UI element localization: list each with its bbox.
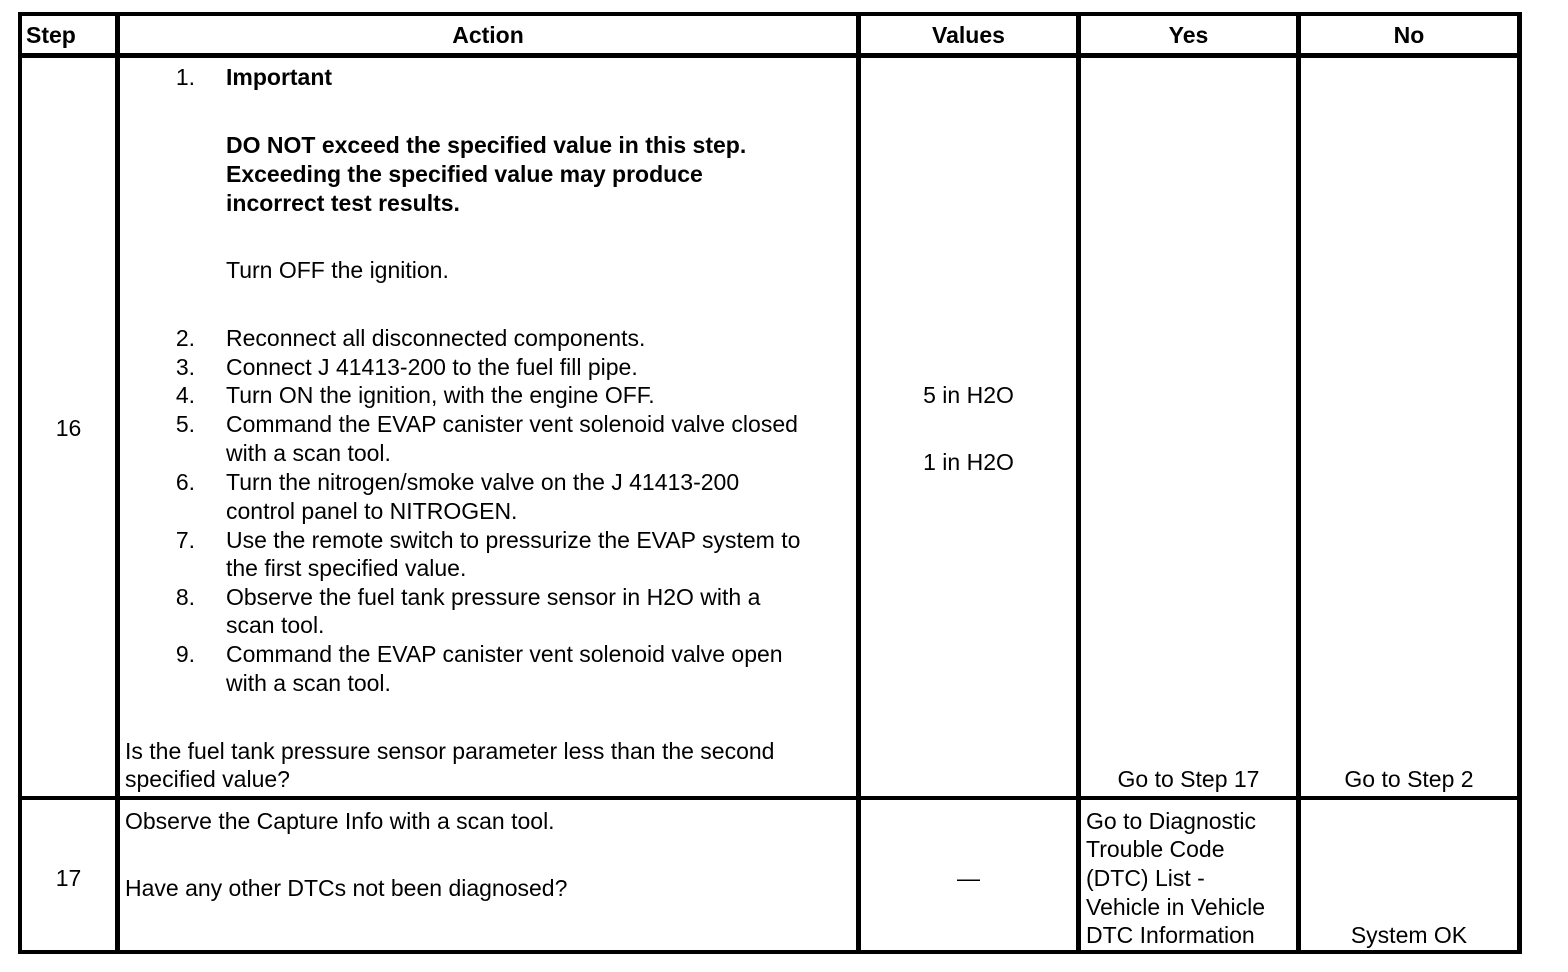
list-item-number: 9.	[175, 641, 195, 667]
no-result: System OK	[1350, 922, 1468, 948]
no-result: Go to Step 2	[1344, 766, 1474, 792]
yes-result-line: Trouble Code	[1086, 836, 1225, 862]
list-item-text: control panel to NITROGEN.	[226, 498, 518, 524]
list-item-text: Command the EVAP canister vent solenoid valve closed	[226, 411, 798, 437]
list-item-text: with a scan tool.	[226, 440, 391, 466]
warning-line: incorrect test results.	[226, 190, 460, 216]
header-no: No	[1393, 21, 1425, 48]
header-action: Action	[452, 21, 524, 48]
yes-result-line: Vehicle in Vehicle	[1086, 894, 1266, 920]
list-item-number: 6.	[175, 469, 195, 495]
yes-result: Go to Step 17	[1117, 766, 1260, 792]
warning-line: DO NOT exceed the specified value in this step.	[226, 132, 747, 158]
list-item-text: Command the EVAP canister vent solenoid valve open	[226, 641, 783, 667]
col-divider-values	[1076, 12, 1081, 954]
list-item-number: 4.	[175, 382, 195, 408]
important-label: Important	[226, 64, 333, 90]
list-item-text: Use the remote switch to pressurize the EVAP system to	[226, 527, 801, 553]
col-divider-yes	[1296, 12, 1301, 954]
list-item-number: 3.	[175, 354, 195, 380]
list-item-text: Connect J 41413-200 to the fuel fill pipe.	[226, 354, 638, 380]
yes-result-line: Go to Diagnostic	[1086, 808, 1257, 834]
list-item-number: 8.	[175, 584, 195, 610]
question-text: Have any other DTCs not been diagnosed?	[125, 875, 568, 901]
list-item-number: 2.	[175, 325, 195, 351]
table-right-border	[1517, 12, 1522, 954]
header-step: Step	[26, 21, 76, 48]
list-item-text: Turn OFF the ignition.	[226, 257, 449, 283]
warning-line: Exceeding the specified value may produce	[226, 161, 703, 187]
list-item-text: Reconnect all disconnected components.	[226, 325, 646, 351]
step-number: 17	[55, 865, 82, 891]
list-item-text: scan tool.	[226, 612, 325, 638]
header-values: Values	[932, 21, 1005, 48]
question-text: Is the fuel tank pressure sensor parameter less than the second	[125, 738, 775, 764]
list-item-text: with a scan tool.	[226, 670, 391, 696]
list-item-text: Observe the fuel tank pressure sensor in H2O with a	[226, 584, 761, 610]
value-second: 1 in H2O	[923, 449, 1014, 475]
yes-result-line: DTC Information	[1086, 922, 1255, 948]
table-left-border	[18, 12, 22, 954]
list-item-number: 7.	[175, 527, 195, 553]
value-first: 5 in H2O	[923, 382, 1014, 408]
yes-result-line: (DTC) List -	[1086, 865, 1205, 891]
value-none: —	[957, 865, 980, 891]
action-text: Observe the Capture Info with a scan tool.	[125, 808, 555, 834]
header-yes: Yes	[1168, 21, 1209, 48]
step-number: 16	[55, 415, 82, 441]
col-divider-step	[115, 12, 120, 954]
question-text: specified value?	[125, 766, 290, 792]
list-item-text: the first specified value.	[226, 555, 467, 581]
list-item-number: 1.	[175, 64, 195, 90]
list-item-text: Turn the nitrogen/smoke valve on the J 41413-200	[226, 469, 740, 495]
list-item-text: Turn ON the ignition, with the engine OFF.	[226, 382, 655, 408]
list-item-number: 5.	[175, 411, 195, 437]
